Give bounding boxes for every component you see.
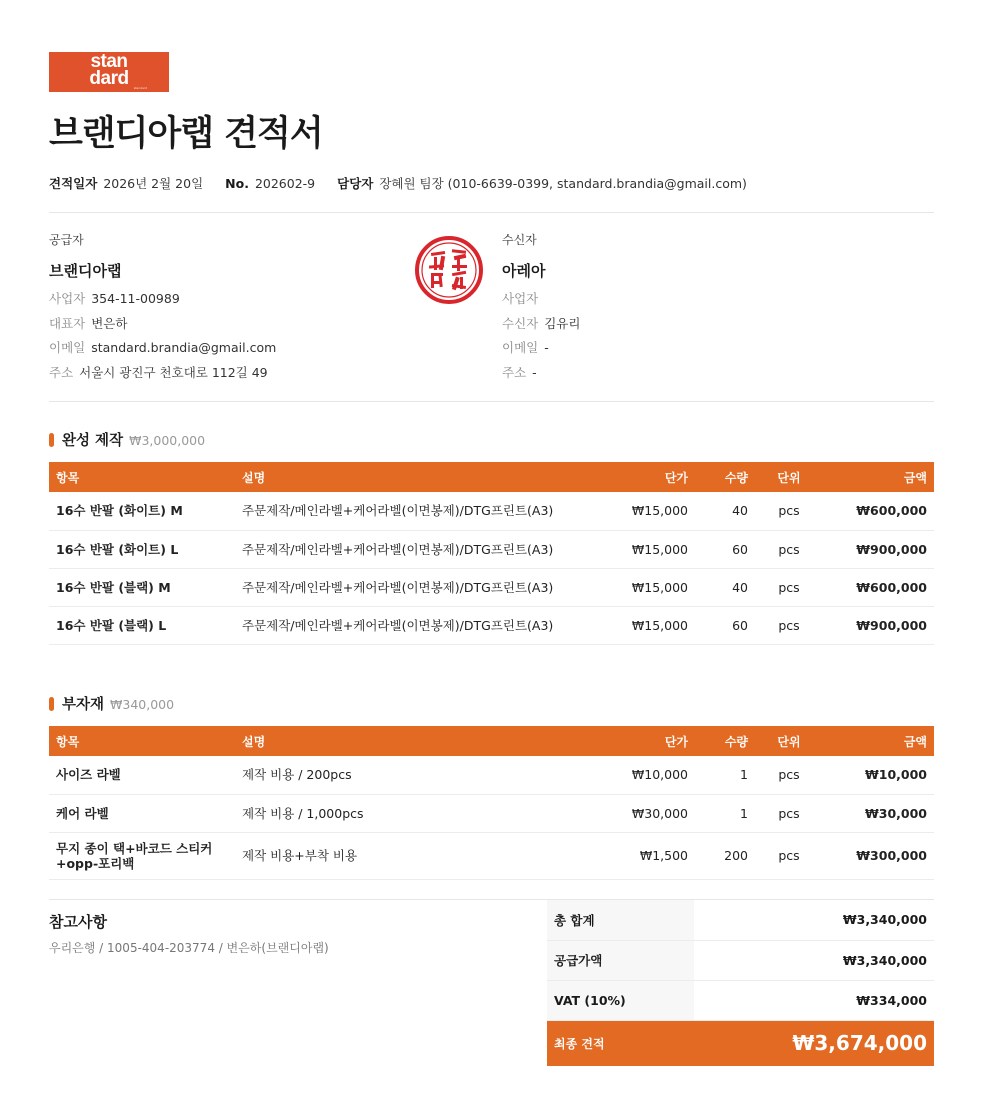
supplier-row-label: 대표자 bbox=[49, 315, 86, 331]
recipient-row bbox=[502, 291, 862, 316]
document-title: 브랜디아랩 견적서 bbox=[49, 114, 323, 154]
section-title bbox=[49, 431, 205, 451]
final-label: 최종 견적 bbox=[547, 1020, 694, 1066]
section-marker bbox=[49, 433, 54, 447]
summary-value: ₩334,000 bbox=[694, 980, 934, 1020]
cell-amount: ₩30,000 bbox=[823, 794, 934, 832]
section-total: ₩340,000 bbox=[110, 697, 175, 712]
meta-manager-value: 장혜원 팀장 (010-6639-0399, standard.brandia@gmail.com) bbox=[379, 176, 747, 191]
cell-item: 16수 반팔 (블랙) M bbox=[49, 568, 235, 606]
recipient-row bbox=[502, 316, 862, 341]
col-item: 항목 bbox=[49, 726, 235, 756]
cell-item: 16수 반팔 (화이트) M bbox=[49, 492, 235, 530]
cell-unit: pcs bbox=[755, 606, 823, 644]
col-desc: 설명 bbox=[235, 726, 621, 756]
col-price: 단가 bbox=[621, 462, 695, 492]
table-row bbox=[49, 530, 934, 568]
table-row bbox=[49, 568, 934, 606]
summary-table bbox=[547, 900, 934, 1066]
cell-price: ₩10,000 bbox=[621, 756, 695, 794]
section-marker bbox=[49, 697, 54, 711]
cell-item: 16수 반팔 (블랙) L bbox=[49, 606, 235, 644]
recipient-row-label: 사업자 bbox=[502, 291, 539, 306]
supplier-row-label: 주소 bbox=[49, 364, 74, 380]
cell-unit: pcs bbox=[755, 756, 823, 794]
meta-date-value: 2026년 2월 20일 bbox=[103, 176, 204, 191]
cell-desc: 제작 비용 / 200pcs bbox=[235, 756, 621, 794]
cell-amount: ₩10,000 bbox=[823, 756, 934, 794]
recipient-block bbox=[502, 232, 862, 389]
col-amount: 금액 bbox=[823, 726, 934, 756]
recipient-row bbox=[502, 365, 862, 390]
cell-item: 16수 반팔 (화이트) L bbox=[49, 530, 235, 568]
col-item: 항목 bbox=[49, 462, 235, 492]
cell-item: 무지 종이 택+바코드 스티커+opp-포리백 bbox=[49, 832, 235, 879]
summary-row bbox=[547, 900, 934, 940]
table-row bbox=[49, 756, 934, 794]
recipient-row-value: 김유리 bbox=[544, 315, 581, 331]
cell-qty: 200 bbox=[695, 832, 755, 879]
cell-amount: ₩900,000 bbox=[823, 530, 934, 568]
cell-unit: pcs bbox=[755, 568, 823, 606]
supplier-row-label: 이메일 bbox=[49, 340, 86, 355]
cell-qty: 60 bbox=[695, 530, 755, 568]
cell-price: ₩15,000 bbox=[621, 492, 695, 530]
recipient-row-value: - bbox=[532, 364, 537, 380]
supplier-block bbox=[49, 232, 409, 389]
brand-logo bbox=[49, 52, 169, 92]
cell-unit: pcs bbox=[755, 794, 823, 832]
recipient-row-label: 주소 bbox=[502, 364, 527, 380]
cell-amount: ₩900,000 bbox=[823, 606, 934, 644]
table-header-row bbox=[49, 726, 934, 756]
cell-unit: pcs bbox=[755, 530, 823, 568]
divider bbox=[49, 401, 934, 402]
col-unit: 단위 bbox=[755, 726, 823, 756]
cell-desc: 주문제작/메인라벨+케어라벨(이면봉제)/DTG프린트(A3) bbox=[235, 568, 621, 606]
summary-value: ₩3,340,000 bbox=[694, 900, 934, 940]
meta-number-value: 202602-9 bbox=[254, 176, 316, 191]
col-price: 단가 bbox=[621, 726, 695, 756]
cell-unit: pcs bbox=[755, 492, 823, 530]
cell-qty: 40 bbox=[695, 568, 755, 606]
summary-label: 총 합계 bbox=[547, 900, 694, 940]
cell-price: ₩1,500 bbox=[621, 832, 695, 879]
supplier-row-label: 사업자 bbox=[49, 291, 86, 306]
meta-date-label: 견적일자 bbox=[49, 176, 98, 191]
summary-label: 공급가액 bbox=[547, 940, 694, 980]
recipient-role: 수신자 bbox=[502, 233, 537, 247]
quote-meta bbox=[49, 176, 765, 192]
cell-unit: pcs bbox=[755, 832, 823, 879]
cell-qty: 60 bbox=[695, 606, 755, 644]
section-name: 부자재 bbox=[62, 697, 105, 713]
supplier-row bbox=[49, 316, 409, 341]
recipient-row-label: 이메일 bbox=[502, 340, 539, 355]
supplier-row-value: standard.brandia@gmail.com bbox=[91, 340, 277, 355]
table-row bbox=[49, 492, 934, 530]
supplier-row-value: 변은하 bbox=[91, 315, 128, 331]
cell-desc: 제작 비용+부착 비용 bbox=[235, 832, 621, 879]
table-row bbox=[49, 832, 934, 879]
items-table bbox=[49, 462, 934, 645]
col-qty: 수량 bbox=[695, 462, 755, 492]
final-value: ₩3,674,000 bbox=[694, 1020, 934, 1066]
cell-qty: 40 bbox=[695, 492, 755, 530]
section-name: 완성 제작 bbox=[62, 433, 124, 449]
items-table bbox=[49, 726, 934, 880]
supplier-row bbox=[49, 291, 409, 316]
cell-desc: 주문제작/메인라벨+케어라벨(이면봉제)/DTG프린트(A3) bbox=[235, 606, 621, 644]
col-qty: 수량 bbox=[695, 726, 755, 756]
cell-price: ₩30,000 bbox=[621, 794, 695, 832]
logo-line-1: stan bbox=[90, 51, 128, 72]
recipient-row-value: - bbox=[544, 340, 549, 355]
meta-manager-label: 담당자 bbox=[337, 176, 374, 191]
supplier-row bbox=[49, 340, 409, 365]
col-amount: 금액 bbox=[823, 462, 934, 492]
supplier-row bbox=[49, 365, 409, 390]
section-title bbox=[49, 695, 174, 715]
summary-row bbox=[547, 940, 934, 980]
supplier-role: 공급자 bbox=[49, 233, 84, 247]
recipient-row bbox=[502, 340, 862, 365]
meta-number-label: No. bbox=[225, 176, 249, 191]
section-total: ₩3,000,000 bbox=[129, 433, 206, 448]
cell-price: ₩15,000 bbox=[621, 606, 695, 644]
recipient-name: 아레아 bbox=[502, 262, 546, 280]
cell-qty: 1 bbox=[695, 756, 755, 794]
supplier-row-value: 서울시 광진구 천호대로 112길 49 bbox=[79, 364, 268, 380]
cell-desc: 주문제작/메인라벨+케어라벨(이면봉제)/DTG프린트(A3) bbox=[235, 492, 621, 530]
notes-heading: 참고사항 bbox=[49, 913, 107, 931]
cell-item: 케어 라벨 bbox=[49, 794, 235, 832]
table-row bbox=[49, 794, 934, 832]
summary-label: VAT (10%) bbox=[547, 980, 694, 1020]
logo-line-3: standard bbox=[133, 86, 147, 90]
cell-amount: ₩600,000 bbox=[823, 492, 934, 530]
recipient-row-label: 수신자 bbox=[502, 315, 539, 331]
cell-item: 사이즈 라벨 bbox=[49, 756, 235, 794]
supplier-row-value: 354-11-00989 bbox=[91, 291, 180, 306]
summary-value: ₩3,340,000 bbox=[694, 940, 934, 980]
cell-amount: ₩600,000 bbox=[823, 568, 934, 606]
col-desc: 설명 bbox=[235, 462, 621, 492]
final-total-row bbox=[547, 1020, 934, 1066]
company-seal-stamp bbox=[414, 235, 484, 305]
cell-desc: 제작 비용 / 1,000pcs bbox=[235, 794, 621, 832]
bank-account-text: 우리은행 / 1005-404-203774 / 변은하(브랜디아랩) bbox=[49, 941, 329, 955]
table-header-row bbox=[49, 462, 934, 492]
cell-price: ₩15,000 bbox=[621, 530, 695, 568]
divider bbox=[49, 212, 934, 213]
supplier-name: 브랜디아랩 bbox=[49, 262, 122, 280]
col-unit: 단위 bbox=[755, 462, 823, 492]
cell-desc: 주문제작/메인라벨+케어라벨(이면봉제)/DTG프린트(A3) bbox=[235, 530, 621, 568]
cell-amount: ₩300,000 bbox=[823, 832, 934, 879]
summary-row bbox=[547, 980, 934, 1020]
notes-block bbox=[49, 912, 329, 956]
cell-qty: 1 bbox=[695, 794, 755, 832]
table-row bbox=[49, 606, 934, 644]
cell-price: ₩15,000 bbox=[621, 568, 695, 606]
logo-line-2: dard bbox=[89, 68, 129, 89]
